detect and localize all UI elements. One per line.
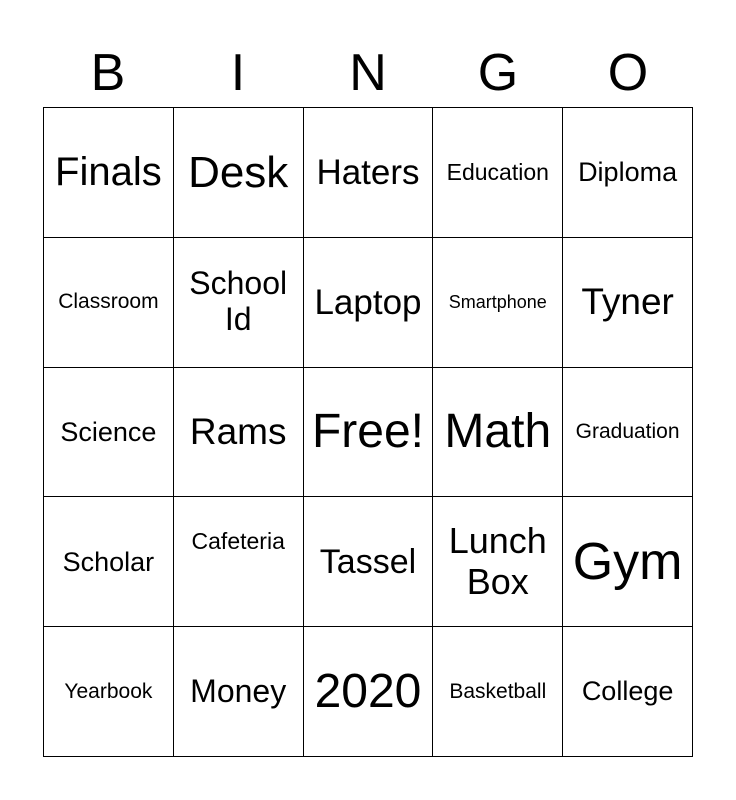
bingo-cell[interactable] (433, 497, 563, 627)
cell-label: Desk (188, 147, 289, 197)
cell-label: Education (446, 158, 549, 185)
bingo-cell[interactable] (563, 238, 693, 368)
bingo-cell[interactable] (563, 108, 693, 238)
cell-label: Laptop (314, 282, 422, 322)
bingo-cell[interactable] (174, 497, 304, 627)
bingo-header (43, 40, 693, 106)
cell-label: Gym (572, 532, 683, 591)
bingo-cell[interactable] (44, 238, 174, 368)
cell-label: Smartphone (448, 292, 547, 313)
header-letter-g: G (477, 44, 519, 102)
cell-label: Tassel (319, 542, 417, 581)
bingo-cell[interactable] (174, 108, 304, 238)
header-letter-b: B (90, 44, 126, 102)
header-letter-o: O (607, 44, 649, 102)
cell-label: Lunch Box (448, 520, 547, 602)
header-letter-n: N (349, 44, 387, 102)
cell-label: Money (190, 672, 287, 709)
bingo-cell[interactable] (44, 627, 174, 757)
bingo-cell[interactable] (433, 627, 563, 757)
bingo-cell[interactable] (563, 497, 693, 627)
cell-label: Free! (311, 405, 424, 459)
cell-label: Graduation (575, 420, 680, 444)
cell-label: Basketball (449, 679, 547, 703)
cell-label: Science (60, 416, 157, 447)
cell-label: 2020 (314, 664, 422, 718)
bingo-cell[interactable] (304, 627, 434, 757)
bingo-cell[interactable] (174, 368, 304, 498)
cell-label: Yearbook (64, 679, 153, 703)
bingo-cell[interactable] (563, 627, 693, 757)
bingo-cell[interactable] (44, 108, 174, 238)
cell-label: Cafeteria (191, 528, 285, 555)
cell-label: Rams (189, 411, 287, 453)
cell-label: Haters (316, 152, 420, 192)
bingo-cell[interactable] (433, 238, 563, 368)
bingo-cell[interactable] (44, 368, 174, 498)
bingo-board (43, 107, 693, 757)
bingo-cell[interactable] (433, 368, 563, 498)
header-letter-i: I (230, 44, 246, 102)
bingo-cell[interactable] (174, 627, 304, 757)
cell-label: Math (444, 405, 552, 459)
cell-label: Classroom (58, 290, 159, 314)
bingo-cell[interactable] (304, 497, 434, 627)
cell-label: Finals (55, 150, 162, 194)
bingo-cell[interactable] (174, 238, 304, 368)
bingo-cell[interactable] (304, 108, 434, 238)
bingo-cell[interactable] (563, 368, 693, 498)
bingo-cell[interactable] (44, 497, 174, 627)
cell-label: Scholar (62, 546, 155, 577)
bingo-cell[interactable] (433, 108, 563, 238)
cell-label: College (581, 676, 674, 707)
bingo-cell[interactable] (304, 238, 434, 368)
cell-label: Tyner (581, 281, 674, 323)
cell-label: Diploma (578, 157, 678, 188)
free-space-cell[interactable] (304, 368, 434, 498)
cell-label: School Id (189, 265, 288, 338)
